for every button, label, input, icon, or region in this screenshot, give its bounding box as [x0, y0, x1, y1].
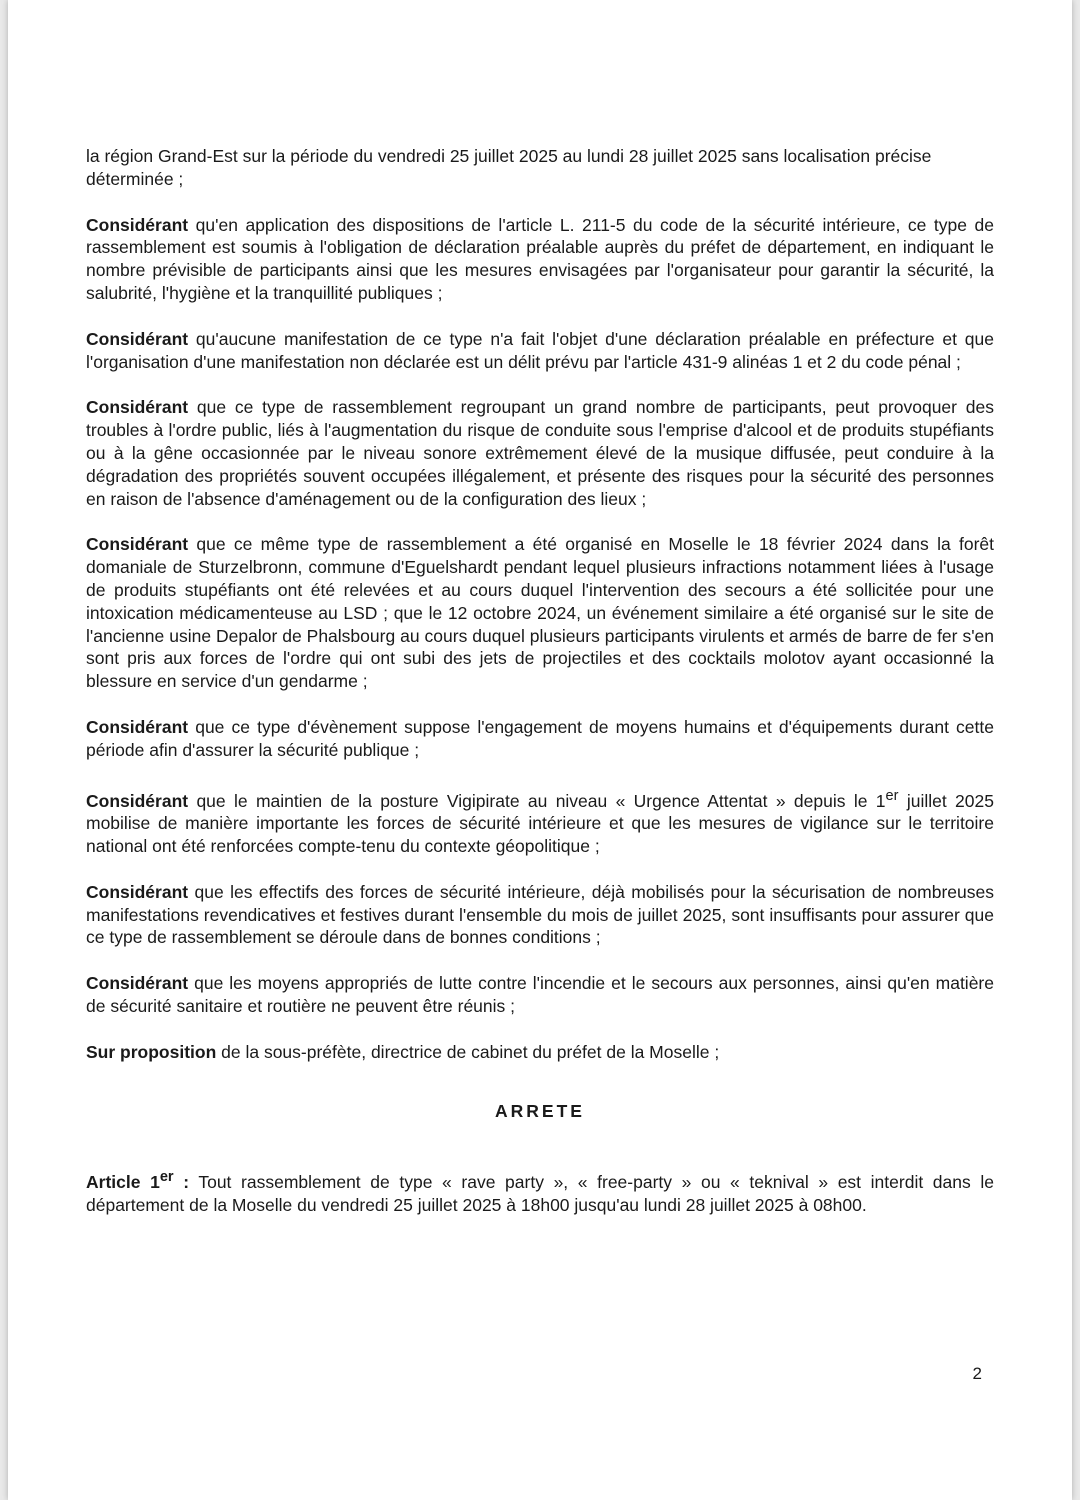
- proposal-paragraph: [86, 1041, 994, 1064]
- consideration-paragraph-2: [86, 328, 994, 374]
- consideration-keyword: Considérant: [86, 881, 189, 902]
- consideration-paragraph-4: [86, 533, 994, 693]
- consideration-keyword: Considérant: [86, 973, 189, 994]
- consideration-text: que ce type d'évènement suppose l'engagement de moyens humains et d'équipements durant cette période afin d'assurer la sécurité publique ;: [86, 716, 994, 760]
- consideration-text: que le maintien de la posture Vigipirate au niveau « Urgence Attentat » depuis le 1: [188, 790, 886, 811]
- consideration-keyword: Considérant: [86, 716, 189, 737]
- article-text: Tout rassemblement de type « rave party », « free-party » ou « teknival » est interdit dans le département de la Moselle du vendredi 25 juillet 2025 à 18h00 jusqu'au lundi 28 juillet 2025 à 08h00.: [86, 1172, 994, 1215]
- consideration-paragraph-8: [86, 972, 994, 1018]
- consideration-keyword: Considérant: [86, 790, 189, 811]
- consideration-keyword: Considérant: [86, 534, 189, 555]
- document-body: [86, 145, 994, 1240]
- consideration-keyword: Considérant: [86, 397, 189, 418]
- article-label-colon: :: [173, 1172, 190, 1193]
- consideration-keyword: Considérant: [86, 214, 189, 235]
- ordinal-superscript: er: [885, 787, 899, 804]
- intro-text: la région Grand-Est sur la période du vendredi 25 juillet 2025 au lundi 28 juillet 2025 sans localisation précise déterminée ;: [86, 146, 932, 189]
- article-ordinal-superscript: er: [159, 1169, 174, 1186]
- consideration-paragraph-5: [86, 716, 994, 762]
- article-label: [86, 1169, 190, 1193]
- intro-paragraph: [86, 145, 994, 191]
- consideration-paragraph-3: [86, 396, 994, 510]
- document-page: [8, 0, 1072, 1500]
- consideration-text: que ce même type de rassemblement a été organisé en Moselle le 18 février 2024 dans la forêt domaniale de Sturzelbronn, commune d'Eguelshardt pendant lequel plusieurs infractions notamment liées à l'usage de produits stupéfiants ont été relevées et au cours duquel l'intervention des secours a été sollicitée pour une intoxication médicamenteuse au LSD ; que le 12 octobre 2024, un événement similaire a été organisé sur le site de l'ancienne usine Depalor de Phalsbourg au cours duquel plusieurs participants virulents et armés de barre de fer s'en sont pris aux forces de l'ordre qui ont subi des jets de projectiles et des cocktails molotov ayant occasionné la blessure en service d'un gendarme ;: [86, 534, 994, 692]
- consideration-paragraph-1: [86, 214, 994, 305]
- page-number: 2: [972, 1364, 982, 1383]
- consideration-text: que les effectifs des forces de sécurité intérieure, déjà mobilisés pour la sécurisation de nombreuses manifestations revendicatives et festives durant l'ensemble du mois de juillet 2025, sont insuffisants pour assurer que ce type de rassemblement se déroule dans de bonnes conditions ;: [86, 881, 994, 948]
- article-label-text: Article 1: [86, 1172, 160, 1193]
- proposal-text: de la sous-préfète, directrice de cabinet du préfet de la Moselle ;: [216, 1041, 720, 1062]
- consideration-keyword: Considérant: [86, 328, 189, 349]
- consideration-text: qu'aucune manifestation de ce type n'a fait l'objet d'une déclaration préalable en préfecture et que l'organisation d'une manifestation non déclarée est un délit prévu par l'article 431-9 alinéas 1 et 2 du code pénal ;: [86, 328, 994, 372]
- consideration-text-continued: juillet 2025 mobilise de manière importante les forces de sécurité intérieure et que les mesures de vigilance sur le territoire national ont été renforcées compte-tenu du contexte géopolitique ;: [86, 790, 994, 856]
- decree-heading: ARRETE: [495, 1100, 585, 1121]
- consideration-paragraph-6: [86, 785, 994, 858]
- consideration-text: que ce type de rassemblement regroupant un grand nombre de participants, peut provoquer des troubles à l'ordre public, liés à l'augmentation du risque de conduite sous l'emprise d'alcool et de produits stupéfiants ou à la gêne occasionnée par le niveau sonore extrêmement élevé de la musique diffusée, peut conduire à la dégradation des propriétés souvent occupées illégalement, et présente des risques pour la sécurité des personnes en raison de l'absence d'aménagement ou de la configuration des lieux ;: [86, 397, 994, 509]
- consideration-text: que les moyens appropriés de lutte contre l'incendie et le secours aux personnes, ainsi qu'en matière de sécurité sanitaire et routière ne peuvent être réunis ;: [86, 973, 994, 1016]
- proposal-keyword: Sur proposition: [86, 1041, 217, 1062]
- article-1-paragraph: [86, 1166, 994, 1216]
- consideration-text: qu'en application des dispositions de l'article L. 211-5 du code de la sécurité intérieure, ce type de rassemblement est soumis à l'obligation de déclaration préalable auprès du préfet de département, en indiquant le nombre prévisible de participants ainsi que les mesures envisagées par l'organisateur pour garantir la sécurité, la salubrité, l'hygiène et la tranquillité publiques ;: [86, 214, 994, 303]
- consideration-paragraph-7: [86, 881, 994, 949]
